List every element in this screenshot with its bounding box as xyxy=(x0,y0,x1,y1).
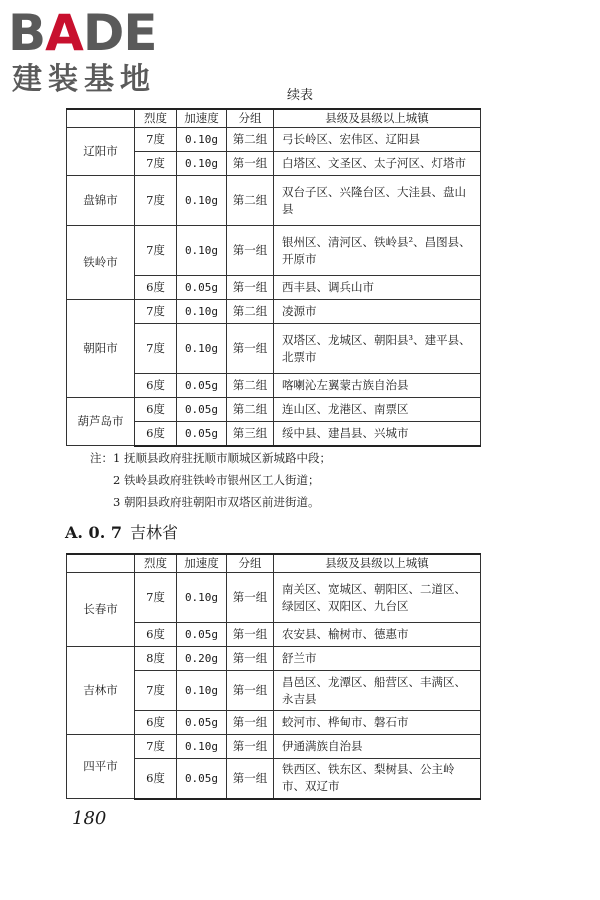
acceleration-cell: 0.10g xyxy=(177,573,227,623)
city-cell: 盘锦市 xyxy=(67,176,135,226)
group-cell: 第一组 xyxy=(227,623,274,647)
towns-cell: 蛟河市、桦甸市、磐石市 xyxy=(274,711,481,735)
city-cell: 辽阳市 xyxy=(67,128,135,176)
acceleration-cell: 0.05g xyxy=(177,759,227,799)
header-towns: 县级及县级以上城镇 xyxy=(274,554,481,573)
towns-cell: 双塔区、龙城区、朝阳县³、建平县、北票市 xyxy=(274,324,481,374)
intensity-cell: 6度 xyxy=(135,276,177,300)
intensity-cell: 7度 xyxy=(135,226,177,276)
group-cell: 第一组 xyxy=(227,759,274,799)
towns-cell: 南关区、宽城区、朝阳区、二道区、绿园区、双阳区、九台区 xyxy=(274,573,481,623)
group-cell: 第一组 xyxy=(227,324,274,374)
group-cell: 第二组 xyxy=(227,374,274,398)
note-number: 1 xyxy=(113,451,121,465)
logo-wordmark: BADE xyxy=(8,4,157,62)
intensity-cell: 7度 xyxy=(135,128,177,152)
table-caption: 续表 xyxy=(286,88,313,103)
header-group: 分组 xyxy=(227,554,274,573)
group-cell: 第一组 xyxy=(227,276,274,300)
note-text: 抚顺县政府驻抚顺市顺城区新城路中段； xyxy=(124,451,331,465)
group-cell: 第一组 xyxy=(227,735,274,759)
group-cell: 第二组 xyxy=(227,398,274,422)
section-number: A. 0. 7 xyxy=(65,523,122,542)
towns-cell: 弓长岭区、宏伟区、辽阳县 xyxy=(274,128,481,152)
header-towns: 县级及县级以上城镇 xyxy=(274,109,481,128)
acceleration-cell: 0.05g xyxy=(177,711,227,735)
header-acceleration: 加速度 xyxy=(177,554,227,573)
towns-cell: 银州区、清河区、铁岭县²、昌图县、开原市 xyxy=(274,226,481,276)
liaoning-seismic-table xyxy=(66,108,481,447)
table-row xyxy=(67,226,481,276)
acceleration-cell: 0.10g xyxy=(177,226,227,276)
towns-cell: 凌源市 xyxy=(274,300,481,324)
table-row xyxy=(67,176,481,226)
notes-label: 注： xyxy=(90,451,113,465)
table-notes xyxy=(90,447,331,513)
note-item xyxy=(90,447,331,469)
table-row xyxy=(67,735,481,759)
intensity-cell: 7度 xyxy=(135,324,177,374)
note-text: 朝阳县政府驻朝阳市双塔区前进街道。 xyxy=(124,495,320,509)
intensity-cell: 7度 xyxy=(135,176,177,226)
header-acceleration: 加速度 xyxy=(177,109,227,128)
table-header-row xyxy=(67,554,481,573)
intensity-cell: 6度 xyxy=(135,759,177,799)
note-number: 3 xyxy=(113,495,121,509)
jilin-seismic-table xyxy=(66,553,481,800)
towns-cell: 伊通满族自治县 xyxy=(274,735,481,759)
intensity-cell: 6度 xyxy=(135,623,177,647)
note-text: 铁岭县政府驻铁岭市银州区工人街道； xyxy=(124,473,320,487)
intensity-cell: 8度 xyxy=(135,647,177,671)
acceleration-cell: 0.10g xyxy=(177,128,227,152)
table-row xyxy=(67,573,481,623)
logo-subtitle: 建装基地 xyxy=(12,62,156,97)
note-item xyxy=(90,469,331,491)
section-heading xyxy=(65,520,178,543)
group-cell: 第一组 xyxy=(227,152,274,176)
towns-cell: 连山区、龙港区、南票区 xyxy=(274,398,481,422)
page-number: 180 xyxy=(72,808,107,829)
acceleration-cell: 0.05g xyxy=(177,398,227,422)
header-region xyxy=(67,554,135,573)
group-cell: 第一组 xyxy=(227,647,274,671)
city-cell: 四平市 xyxy=(67,735,135,799)
header-intensity: 烈度 xyxy=(135,554,177,573)
intensity-cell: 7度 xyxy=(135,300,177,324)
acceleration-cell: 0.05g xyxy=(177,374,227,398)
acceleration-cell: 0.05g xyxy=(177,422,227,446)
table-row xyxy=(67,398,481,422)
city-cell: 长春市 xyxy=(67,573,135,647)
intensity-cell: 7度 xyxy=(135,671,177,711)
group-cell: 第一组 xyxy=(227,671,274,711)
intensity-cell: 7度 xyxy=(135,573,177,623)
acceleration-cell: 0.10g xyxy=(177,324,227,374)
towns-cell: 铁西区、铁东区、梨树县、公主岭市、双辽市 xyxy=(274,759,481,799)
header-intensity: 烈度 xyxy=(135,109,177,128)
table-row xyxy=(67,300,481,324)
acceleration-cell: 0.20g xyxy=(177,647,227,671)
towns-cell: 西丰县、调兵山市 xyxy=(274,276,481,300)
section-title: 吉林省 xyxy=(129,523,178,542)
city-cell: 吉林市 xyxy=(67,647,135,735)
group-cell: 第二组 xyxy=(227,176,274,226)
table-header-row xyxy=(67,109,481,128)
intensity-cell: 7度 xyxy=(135,152,177,176)
towns-cell: 白塔区、文圣区、太子河区、灯塔市 xyxy=(274,152,481,176)
towns-cell: 喀喇沁左翼蒙古族自治县 xyxy=(274,374,481,398)
acceleration-cell: 0.10g xyxy=(177,671,227,711)
acceleration-cell: 0.10g xyxy=(177,152,227,176)
towns-cell: 农安县、榆树市、德惠市 xyxy=(274,623,481,647)
intensity-cell: 7度 xyxy=(135,735,177,759)
towns-cell: 舒兰市 xyxy=(274,647,481,671)
acceleration-cell: 0.05g xyxy=(177,623,227,647)
acceleration-cell: 0.05g xyxy=(177,276,227,300)
intensity-cell: 6度 xyxy=(135,398,177,422)
towns-cell: 绥中县、建昌县、兴城市 xyxy=(274,422,481,446)
group-cell: 第一组 xyxy=(227,711,274,735)
group-cell: 第三组 xyxy=(227,422,274,446)
city-cell: 朝阳市 xyxy=(67,300,135,398)
header-region xyxy=(67,109,135,128)
table-row xyxy=(67,128,481,152)
table-row xyxy=(67,647,481,671)
header-group: 分组 xyxy=(227,109,274,128)
towns-cell: 双台子区、兴隆台区、大洼县、盘山县 xyxy=(274,176,481,226)
acceleration-cell: 0.10g xyxy=(177,735,227,759)
acceleration-cell: 0.10g xyxy=(177,176,227,226)
group-cell: 第一组 xyxy=(227,573,274,623)
intensity-cell: 6度 xyxy=(135,711,177,735)
city-cell: 铁岭市 xyxy=(67,226,135,300)
note-number: 2 xyxy=(113,473,121,487)
intensity-cell: 6度 xyxy=(135,374,177,398)
towns-cell: 昌邑区、龙潭区、船营区、丰满区、永吉县 xyxy=(274,671,481,711)
group-cell: 第二组 xyxy=(227,300,274,324)
acceleration-cell: 0.10g xyxy=(177,300,227,324)
note-item xyxy=(90,491,331,513)
group-cell: 第二组 xyxy=(227,128,274,152)
group-cell: 第一组 xyxy=(227,226,274,276)
city-cell: 葫芦岛市 xyxy=(67,398,135,446)
intensity-cell: 6度 xyxy=(135,422,177,446)
